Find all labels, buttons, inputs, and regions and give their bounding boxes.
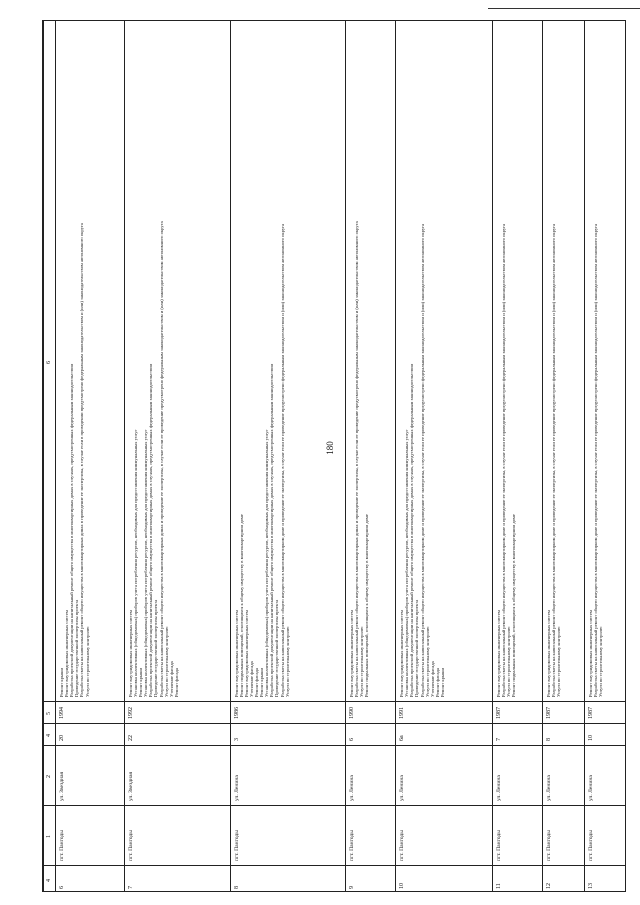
cell-num: 6 bbox=[59, 886, 65, 889]
cell-year: 1987 bbox=[495, 707, 502, 719]
cell-year: 1992 bbox=[127, 707, 134, 719]
cell-street: ул. Звездная bbox=[127, 771, 134, 801]
work-item: Разработка сметы на капитальный ремонт общего имущества в многоквартирных домах в проведение ее экспертизы, в случае если в проведении предусмотрено федеральным законодательством и (или) законодательством автономного округа bbox=[79, 223, 85, 697]
table-row bbox=[345, 21, 396, 891]
work-item: Разработка сметы на капитальный ремонт общего имущества в многоквартирных домах и проведение ее экспертизы, в случае если ее проведение предусмотрено федеральным законодательством и (или) законодательством автономного округа bbox=[353, 221, 359, 697]
work-item: Проведение государственной экспертизы проекта bbox=[153, 599, 159, 697]
work-item: Ремонт внутридомовых инженерных систем bbox=[233, 610, 239, 697]
work-item: Ремонт внутридомовых инженерных систем bbox=[495, 610, 501, 697]
cell-num: 7 bbox=[127, 886, 134, 889]
work-item: Ремонт внутридомовых инженерных систем bbox=[587, 610, 593, 697]
header-cell: 4 bbox=[46, 879, 52, 882]
cell-house: 7 bbox=[495, 738, 502, 741]
cell-street: ул. Ленина bbox=[546, 775, 553, 801]
work-item: Утепление фасада bbox=[248, 661, 254, 697]
header-cell: 2 bbox=[46, 775, 52, 778]
work-item: Ремонт внутридомовых инженерных систем bbox=[243, 610, 249, 697]
work-item: Установка коллективных (общедомовых) приборов учета потребления ресурсов, необходимых для предоставления коммунальных услуг bbox=[404, 429, 410, 697]
cell-year: 1991 bbox=[399, 707, 406, 719]
header-cell: 6 bbox=[46, 361, 52, 364]
cell-street: ул. Звездная bbox=[59, 771, 65, 801]
work-item: Установка коллективных (общедомовых) приборов учета потребления ресурсов, необходимых для предоставления коммунальных услуг bbox=[133, 429, 139, 697]
cell-street: ул. Ленина bbox=[587, 775, 594, 801]
work-item: Услуги по строительному контролю bbox=[505, 626, 511, 697]
cell-house: 10 bbox=[587, 735, 594, 741]
work-item: Разработка сметы на капитальный ремонт общего имущества в многоквартирном доме и проведение ее экспертизы, в случае если ее проведение предусмотрено федеральным законодательством и (или) законодательством автономного округа bbox=[500, 223, 506, 697]
cell-street: ул. Ленина bbox=[399, 775, 406, 801]
cell-house: 6 bbox=[348, 738, 355, 741]
work-item: Услуги по строительному контролю bbox=[597, 626, 603, 697]
cell-house: 3 bbox=[233, 738, 240, 741]
cell-year: 1986 bbox=[233, 707, 240, 719]
table-row bbox=[124, 21, 230, 891]
cell-num: 12 bbox=[546, 883, 553, 889]
cell-city: пгт. Пангоды bbox=[127, 829, 134, 861]
work-item: Утепление фасада bbox=[168, 661, 174, 697]
work-item: Услуги по строительному контролю bbox=[84, 626, 90, 697]
work-item: Ремонт подвальных помещений, относящихся к общему имуществу в многоквартирном доме bbox=[510, 514, 516, 697]
work-item: Ремонт внутридомовых инженерных систем bbox=[127, 610, 133, 697]
work-item: Ремонт подвальных помещений, относящихся к общему имуществу в многоквартирном доме bbox=[238, 514, 244, 697]
work-item: Разработка проектной документации на капитальный ремонт общего имущества в многоквартирных домах в случаях, предусмотренных федеральным законодательством bbox=[269, 363, 275, 697]
header-cell: 4 bbox=[46, 734, 52, 737]
work-item: Ремонт внутридомовых инженерных систем bbox=[546, 610, 552, 697]
work-item: Ремонт фасада bbox=[173, 668, 179, 697]
cell-house: 20 bbox=[59, 735, 65, 741]
cell-house: 8 bbox=[546, 738, 553, 741]
table-row bbox=[395, 21, 492, 891]
work-item: Ремонт крыши bbox=[138, 668, 144, 697]
work-item: Ремонт крыши bbox=[439, 668, 445, 697]
cell-num: 9 bbox=[348, 886, 355, 889]
works-table bbox=[42, 20, 626, 892]
work-item: Услуги по строительному контролю bbox=[556, 626, 562, 697]
work-item: Ремонт крыши bbox=[259, 668, 265, 697]
header-row bbox=[43, 21, 55, 891]
work-item: Ремонт фасада bbox=[254, 668, 260, 697]
work-item: Услуги по строительному контролю bbox=[163, 626, 169, 697]
work-item: Ремонт фасада bbox=[434, 668, 440, 697]
cell-city: пгт. Пангоды bbox=[233, 829, 240, 861]
work-item: Ремонт подвальных помещений, относящихся к общему имуществу в многоквартирном доме bbox=[363, 514, 369, 697]
work-item: Услуги по строительному контролю bbox=[284, 626, 290, 697]
work-item: Установка коллективных (общедомовых) приборов учета потребления ресурсов, необходимых для предоставления коммунальных услуг bbox=[264, 429, 270, 697]
cell-city: пгт. Пангоды bbox=[59, 829, 65, 861]
work-item: Ремонт крыши bbox=[59, 668, 64, 697]
work-item: Разработка проектной документации на капитальный ремонт общего имущества в многоквартирных домах в случаях, предусмотренных федеральным законодательством bbox=[69, 363, 75, 697]
cell-year: 1994 bbox=[59, 707, 65, 719]
work-item: Ремонт внутридомовых инженерных систем bbox=[348, 610, 354, 697]
cell-year: 1990 bbox=[348, 707, 355, 719]
cell-year: 1987 bbox=[587, 707, 594, 719]
table-row bbox=[55, 21, 124, 891]
top-rule bbox=[488, 8, 640, 9]
cell-city: пгт. Пангоды bbox=[399, 829, 406, 861]
work-item: Разработка сметы на капитальный ремонт общего имущества в многоквартирном доме и проведение ее экспертизы, в случае если ее проведение предусмотрено федеральным законодательством и (или) законодательством автономного округа bbox=[279, 223, 285, 697]
work-item: Утепление фасада bbox=[429, 661, 435, 697]
cell-year: 1987 bbox=[546, 707, 553, 719]
cell-street: ул. Ленина bbox=[495, 775, 502, 801]
work-item: Установка коллективных (общедомовых) приборов учета потребления ресурсов, необходимых для предоставления коммунальных услуг bbox=[143, 429, 149, 697]
work-item: Ремонт внутридомовых инженерных систем bbox=[64, 610, 70, 697]
work-item: Услуги по строительному контролю bbox=[424, 626, 430, 697]
page-number: 180 bbox=[325, 441, 335, 455]
work-item: Услуги по строительному контролю bbox=[358, 626, 364, 697]
table-row bbox=[230, 21, 345, 891]
work-item: Разработка сметы на капитальный ремонт общего имущества в многоквартирных домах и проведение ее экспертизы, в случае если ее проведение предусмотрено федеральным законодательством и (или) законодательством автономного округа bbox=[158, 221, 164, 697]
cell-num: 8 bbox=[233, 886, 240, 889]
table-row bbox=[584, 21, 625, 891]
work-item: Разработка проектной документации на капитальный ремонт общего имущества в многоквартирных домах в случаях, предусмотренных федеральным законодательством bbox=[148, 363, 154, 697]
work-item: Разработка сметы на капитальный ремонт общего имущества в многоквартирном доме и проведение ее экспертизы, в случае если ее проведение предусмотрено федеральным законодательством и (или) законодательством автономного округа bbox=[419, 223, 425, 697]
cell-city: пгт. Пангоды bbox=[495, 829, 502, 861]
work-item: Проведение государственной экспертизы проекта bbox=[274, 599, 280, 697]
cell-street: ул. Ленина bbox=[348, 775, 355, 801]
work-item: Разработка сметы на капитальный ремонт общего имущества в многоквартирном доме и проведение ее экспертизы, в случае если ее проведение предусмотрено федеральным законодательством и (или) законодательством автономного округа bbox=[592, 223, 598, 697]
work-item: Проведение государственной экспертизы проекта bbox=[74, 599, 80, 697]
cell-num: 13 bbox=[587, 883, 594, 889]
cell-city: пгт. Пангоды bbox=[587, 829, 594, 861]
work-item: Ремонт внутридомовых инженерных систем bbox=[399, 610, 405, 697]
cell-city: пгт. Пангоды bbox=[348, 829, 355, 861]
cell-house: 22 bbox=[127, 735, 134, 741]
cell-city: пгт. Пангоды bbox=[546, 829, 553, 861]
table-row bbox=[542, 21, 583, 891]
header-cell: 1 bbox=[46, 835, 52, 838]
cell-num: 11 bbox=[495, 883, 502, 889]
work-item: Проведение государственной экспертизы проекта bbox=[414, 599, 420, 697]
cell-house: 6а bbox=[399, 735, 406, 741]
work-item: Разработка сметы на капитальный ремонт общего имущества в многоквартирном доме и проведение ее экспертизы, в случае если ее проведение предусмотрено федеральным законодательством и (или) законодательством автономного округа bbox=[551, 223, 557, 697]
header-cell: 5 bbox=[46, 712, 52, 715]
table-row bbox=[492, 21, 543, 891]
work-item: Разработка проектной документации на капитальный ремонт общего имущества в многоквартирных домах в случаях, предусмотренных федеральным законодательством bbox=[409, 363, 415, 697]
cell-street: ул. Ленина bbox=[233, 775, 240, 801]
cell-num: 10 bbox=[399, 883, 406, 889]
